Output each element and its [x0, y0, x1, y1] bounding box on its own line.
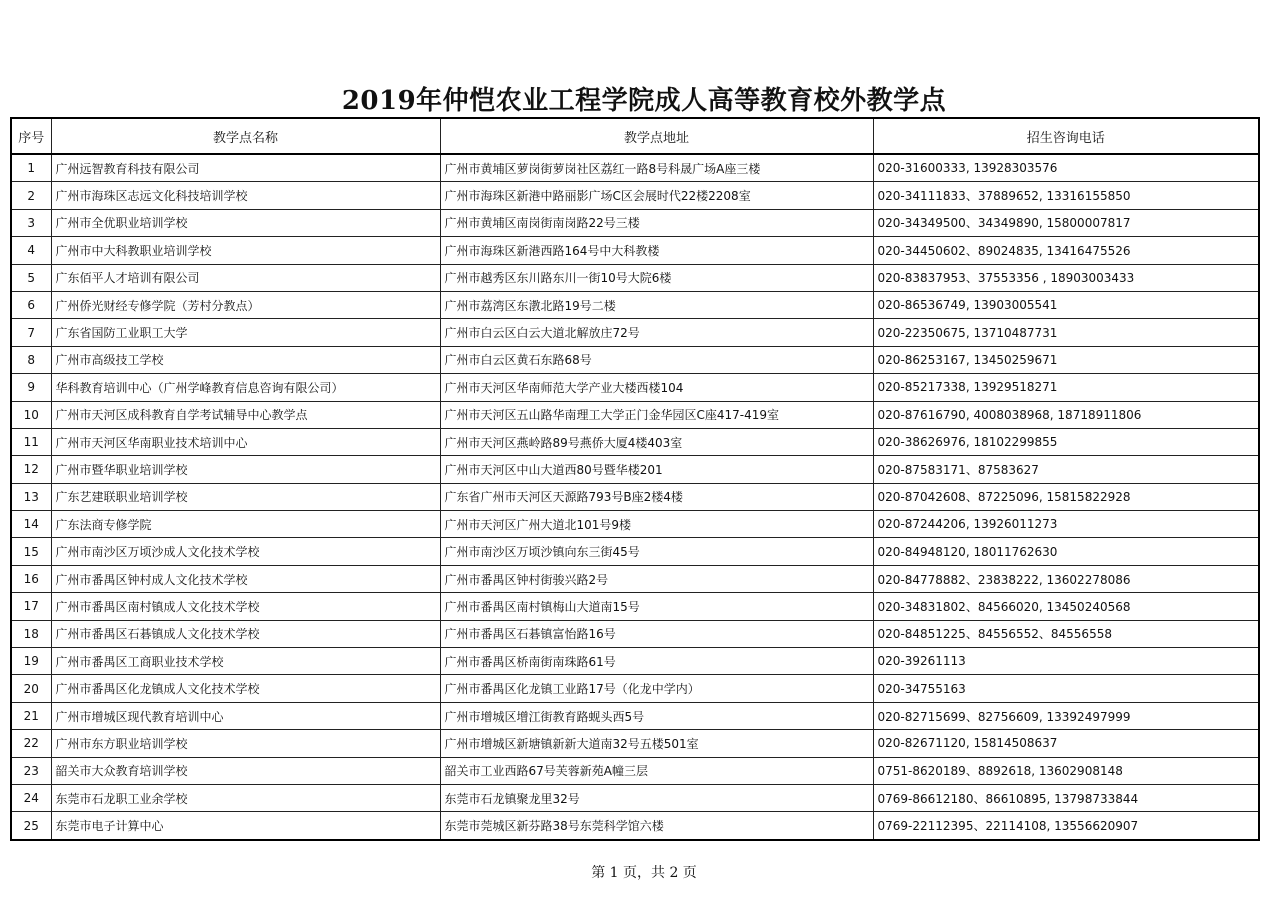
site-address: 广州市增城区增江街教育路蚬头西5号: [440, 702, 873, 729]
site-address: 广州市白云区黄石东路68号: [440, 346, 873, 373]
site-phone: 0769-86612180、86610895, 13798733844: [873, 784, 1259, 811]
site-name: 广州远智教育科技有限公司: [51, 154, 440, 182]
row-number: 4: [11, 237, 51, 264]
site-phone: 020-87042608、87225096, 15815822928: [873, 483, 1259, 510]
site-phone: 0769-22112395、22114108, 13556620907: [873, 812, 1259, 840]
site-phone: 020-82715699、82756609, 13392497999: [873, 702, 1259, 729]
site-name: 广州市番禺区南村镇成人文化技术学校: [51, 593, 440, 620]
site-address: 广州市天河区五山路华南理工大学正门金华园区C座417-419室: [440, 401, 873, 428]
table-row: [11, 456, 1259, 483]
site-address: 广州市海珠区新港中路丽影广场C区会展时代22楼2208室: [440, 182, 873, 209]
table-row: [11, 209, 1259, 236]
site-address: 广州市天河区燕岭路89号燕侨大厦4楼403室: [440, 428, 873, 455]
site-name: 华科教育培训中心（广州学峰教育信息咨询有限公司）: [51, 374, 440, 401]
row-number: 9: [11, 374, 51, 401]
row-number: 10: [11, 401, 51, 428]
table-row: [11, 784, 1259, 811]
site-address: 韶关市工业西路67号芙蓉新苑A幢三层: [440, 757, 873, 784]
table-row: [11, 264, 1259, 291]
row-number: 11: [11, 428, 51, 455]
site-name: 东莞市石龙职工业余学校: [51, 784, 440, 811]
site-name: 广州市番禺区化龙镇成人文化技术学校: [51, 675, 440, 702]
site-name: 广州市增城区现代教育培训中心: [51, 702, 440, 729]
row-number: 24: [11, 784, 51, 811]
header-name: 教学点名称: [51, 118, 440, 154]
site-address: 广州市越秀区东川路东川一街10号大院6楼: [440, 264, 873, 291]
site-name: 广州市全优职业培训学校: [51, 209, 440, 236]
site-phone: 020-34349500、34349890, 15800007817: [873, 209, 1259, 236]
table-row: [11, 812, 1259, 840]
row-number: 21: [11, 702, 51, 729]
site-name: 广州市东方职业培训学校: [51, 730, 440, 757]
site-address: 广州市海珠区新港西路164号中大科教楼: [440, 237, 873, 264]
site-phone: 020-34450602、89024835, 13416475526: [873, 237, 1259, 264]
site-phone: 020-34831802、84566020, 13450240568: [873, 593, 1259, 620]
table-row: [11, 483, 1259, 510]
site-address: 广州市天河区广州大道北101号9楼: [440, 511, 873, 538]
table-row: [11, 237, 1259, 264]
site-address: 广州市黄埔区南岗街南岗路22号三楼: [440, 209, 873, 236]
table-row: [11, 374, 1259, 401]
table-body: [11, 154, 1259, 840]
table-row: [11, 291, 1259, 318]
row-number: 2: [11, 182, 51, 209]
table-row: [11, 593, 1259, 620]
site-name: 广州市天河区成科教育自学考试辅导中心教学点: [51, 401, 440, 428]
table-row: [11, 757, 1259, 784]
table-row: [11, 565, 1259, 592]
site-phone: 020-84948120, 18011762630: [873, 538, 1259, 565]
site-name: 广东法商专修学院: [51, 511, 440, 538]
site-name: 广州市番禺区工商职业技术学校: [51, 648, 440, 675]
site-address: 广州市番禺区石碁镇富怡路16号: [440, 620, 873, 647]
row-number: 3: [11, 209, 51, 236]
site-address: 广州市天河区华南师范大学产业大楼西楼104: [440, 374, 873, 401]
site-phone: 020-31600333, 13928303576: [873, 154, 1259, 182]
table-row: [11, 675, 1259, 702]
row-number: 16: [11, 565, 51, 592]
table-row: [11, 346, 1259, 373]
table-row: [11, 620, 1259, 647]
site-address: 广州市天河区中山大道西80号暨华楼201: [440, 456, 873, 483]
row-number: 14: [11, 511, 51, 538]
site-name: 东莞市电子计算中心: [51, 812, 440, 840]
site-name: 广州市南沙区万顷沙成人文化技术学校: [51, 538, 440, 565]
site-phone: 020-87616790, 4008038968, 18718911806: [873, 401, 1259, 428]
site-phone: 020-84851225、84556552、84556558: [873, 620, 1259, 647]
row-number: 5: [11, 264, 51, 291]
row-number: 20: [11, 675, 51, 702]
site-name: 韶关市大众教育培训学校: [51, 757, 440, 784]
site-phone: 020-85217338, 13929518271: [873, 374, 1259, 401]
site-address: 广州市南沙区万顷沙镇向东三街45号: [440, 538, 873, 565]
site-address: 广州市增城区新塘镇新新大道南32号五楼501室: [440, 730, 873, 757]
site-phone: 020-82671120, 15814508637: [873, 730, 1259, 757]
site-phone: 020-86253167, 13450259671: [873, 346, 1259, 373]
site-address: 东莞市石龙镇聚龙里32号: [440, 784, 873, 811]
site-name: 广州市海珠区志远文化科技培训学校: [51, 182, 440, 209]
row-number: 1: [11, 154, 51, 182]
site-name: 广州市高级技工学校: [51, 346, 440, 373]
site-phone: 020-34755163: [873, 675, 1259, 702]
header-phone: 招生咨询电话: [873, 118, 1259, 154]
site-address: 广州市番禺区南村镇梅山大道南15号: [440, 593, 873, 620]
row-number: 7: [11, 319, 51, 346]
site-phone: 020-84778882、23838222, 13602278086: [873, 565, 1259, 592]
page-footer: 第 1 页，共 2 页: [591, 865, 697, 881]
site-address: 广东省广州市天河区天源路793号B座2楼4楼: [440, 483, 873, 510]
table-row: [11, 401, 1259, 428]
site-address: 广州市番禺区钟村街骏兴路2号: [440, 565, 873, 592]
row-number: 13: [11, 483, 51, 510]
site-name: 广州侨光财经专修学院（芳村分教点）: [51, 291, 440, 318]
site-name: 广州市番禺区钟村成人文化技术学校: [51, 565, 440, 592]
row-number: 23: [11, 757, 51, 784]
row-number: 8: [11, 346, 51, 373]
site-phone: 020-38626976, 18102299855: [873, 428, 1259, 455]
site-address: 广州市番禺区桥南街南珠路61号: [440, 648, 873, 675]
row-number: 25: [11, 812, 51, 840]
site-phone: 020-87583171、87583627: [873, 456, 1259, 483]
table-row: [11, 648, 1259, 675]
site-phone: 020-34111833、37889652, 13316155850: [873, 182, 1259, 209]
row-number: 18: [11, 620, 51, 647]
row-number: 17: [11, 593, 51, 620]
table-row: [11, 511, 1259, 538]
table-row: [11, 154, 1259, 182]
site-phone: 020-86536749, 13903005541: [873, 291, 1259, 318]
teaching-sites-table: [10, 117, 1260, 841]
site-address: 广州市黄埔区萝岗街萝岗社区荔红一路8号科晟广场A座三楼: [440, 154, 873, 182]
site-name: 广州市暨华职业培训学校: [51, 456, 440, 483]
header-address: 教学点地址: [440, 118, 873, 154]
site-name: 广东佰平人才培训有限公司: [51, 264, 440, 291]
table-row: [11, 182, 1259, 209]
table-row: [11, 319, 1259, 346]
site-address: 广州市番禺区化龙镇工业路17号（化龙中学内）: [440, 675, 873, 702]
site-address: 东莞市莞城区新芬路38号东莞科学馆六楼: [440, 812, 873, 840]
site-name: 广东艺建联职业培训学校: [51, 483, 440, 510]
row-number: 15: [11, 538, 51, 565]
header-no: 序号: [11, 118, 51, 154]
site-name: 广东省国防工业职工大学: [51, 319, 440, 346]
site-phone: 020-39261113: [873, 648, 1259, 675]
row-number: 6: [11, 291, 51, 318]
table-row: [11, 428, 1259, 455]
table-row: [11, 538, 1259, 565]
page-title: 2019年仲恺农业工程学院成人高等教育校外教学点: [341, 86, 947, 116]
site-name: 广州市中大科教职业培训学校: [51, 237, 440, 264]
site-phone: 0751-8620189、8892618, 13602908148: [873, 757, 1259, 784]
site-name: 广州市番禺区石碁镇成人文化技术学校: [51, 620, 440, 647]
row-number: 19: [11, 648, 51, 675]
site-phone: 020-87244206, 13926011273: [873, 511, 1259, 538]
table-row: [11, 730, 1259, 757]
site-address: 广州市白云区白云大道北解放庄72号: [440, 319, 873, 346]
table-row: [11, 702, 1259, 729]
site-address: 广州市荔湾区东漖北路19号二楼: [440, 291, 873, 318]
table-header-row: [11, 118, 1259, 154]
row-number: 22: [11, 730, 51, 757]
site-name: 广州市天河区华南职业技术培训中心: [51, 428, 440, 455]
site-phone: 020-22350675, 13710487731: [873, 319, 1259, 346]
site-phone: 020-83837953、37553356 , 18903003433: [873, 264, 1259, 291]
row-number: 12: [11, 456, 51, 483]
